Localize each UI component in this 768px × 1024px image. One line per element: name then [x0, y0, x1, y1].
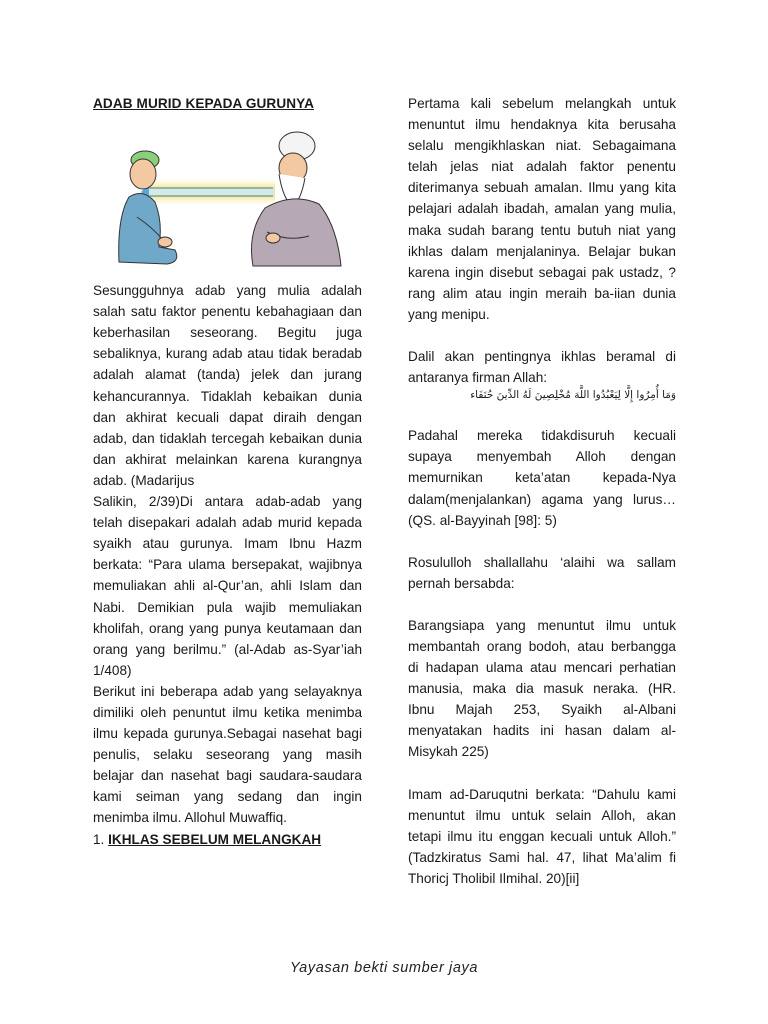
section-heading-number: 1.: [93, 831, 105, 847]
left-paragraph-3: Berikut ini beberapa adab yang selayaknya dimiliki oleh penuntut ilmu ketika menimba ilmu kepada gurunya.Sebagai nasehat bagi penulis, selaku seseorang yang masih belajar dan nasehat bagi saudara-saudara kami seiman yang sedang dan ingin menimba ilmu. Allohul Muwaffiq.: [93, 683, 362, 826]
section-heading-text: IKHLAS SEBELUM MELANGKAH: [108, 831, 322, 847]
right-paragraph-4: Rosululloh shallallahu ‘alaihi wa sallam pernah bersabda:: [408, 554, 676, 591]
left-paragraph-1: Sesungguhnya adab yang mulia adalah salah satu faktor penentu kebahagiaan dan keberhasilan seseorang. Begitu juga sebaliknya, kurang adab atau tidak beradab adalah alamat (tanda) jelek dan jurang kehancurannya. Tidaklah kebaikan dunia dan akhirat kecuali dapat diraih dengan adab, dan tidaklah tercegah kebaikan dunia dan akhirat melainkan karena kurangnya adab. (Madarijus: [93, 283, 362, 488]
left-paragraph-2: Salikin, 2/39)Di antara adab-adab yang telah disepakari adalah adab murid kepada syaikh atau gurunya. Imam Ibnu Hazm berkata: “Para ulama bersepakat, wajibnya memuliakan ahli al-Qur’an, ahli Islam dan Nabi. Demikian pula wajib memuliakan kholifah, orang yang punya keutamaan dan orang yang berilmu.” (al-Adab as-Syar’iah 1/408): [93, 494, 362, 678]
right-paragraph-1: Pertama kali sebelum melangkah untuk menuntut ilmu hendaknya kita berusaha selalu mengikhlaskan niat. Sebagaimana telah jelas niat adalah faktor penentu diterimanya sebuah amalan. Ilmu yang kita pelajari adalah ibadah, amalan yang mulia, maka sudah barang tentu butuh niat yang ikhlas dalam menjalaninya. Belajar bukan karena ingin disebut sebagai pak ustadz, ?rang alim atau ingin meraih ba-iian dunia yang menipu.: [408, 96, 676, 322]
section-heading: [93, 829, 362, 850]
right-column: [408, 93, 676, 889]
right-paragraph-2: Dalil akan pentingnya ikhlas beramal di antaranya firman Allah:: [408, 349, 676, 386]
illustration-student-teacher: [97, 122, 359, 272]
left-column: [93, 93, 362, 850]
page-footer: Yayasan bekti sumber jaya: [289, 960, 479, 976]
article-title: ADAB MURID KEPADA GURUNYA: [93, 96, 315, 111]
right-paragraph-5: Barangsiapa yang menuntut ilmu untuk membantah orang bodoh, atau berbangga di hadapan ulama atau mencari perhatian manusia, maka dia masuk neraka. (HR. Ibnu Majah 253, Syaikh al-Albani menyatakan hadits ini hasan dalam al-Misykah 225): [408, 617, 676, 760]
quran-verse-arabic: وَمَا أُمِرُوا إِلَّا لِيَعْبُدُوا اللَّهَ مُخْلِصِينَ لَهُ الدِّينَ حُنَفَاء: [470, 389, 676, 402]
right-paragraph-6: Imam ad-Daruqutni berkata: “Dahulu kami menuntut ilmu untuk selain Alloh, akan tetapi ilmu itu enggan kecuali untuk Alloh.” (Tadzkiratus Sami hal. 47, lihat Ma’alim fi Thoricj Tholibil Ilmihal. 20)[ii]: [408, 786, 676, 886]
right-paragraph-3: Padahal mereka tidakdisuruh kecuali supaya menyembah Alloh dengan memurnikan keta’atan kepada-Nya dalam(menjalankan) agama yang lurus… (QS. al-Bayyinah [98]: 5): [408, 428, 676, 528]
